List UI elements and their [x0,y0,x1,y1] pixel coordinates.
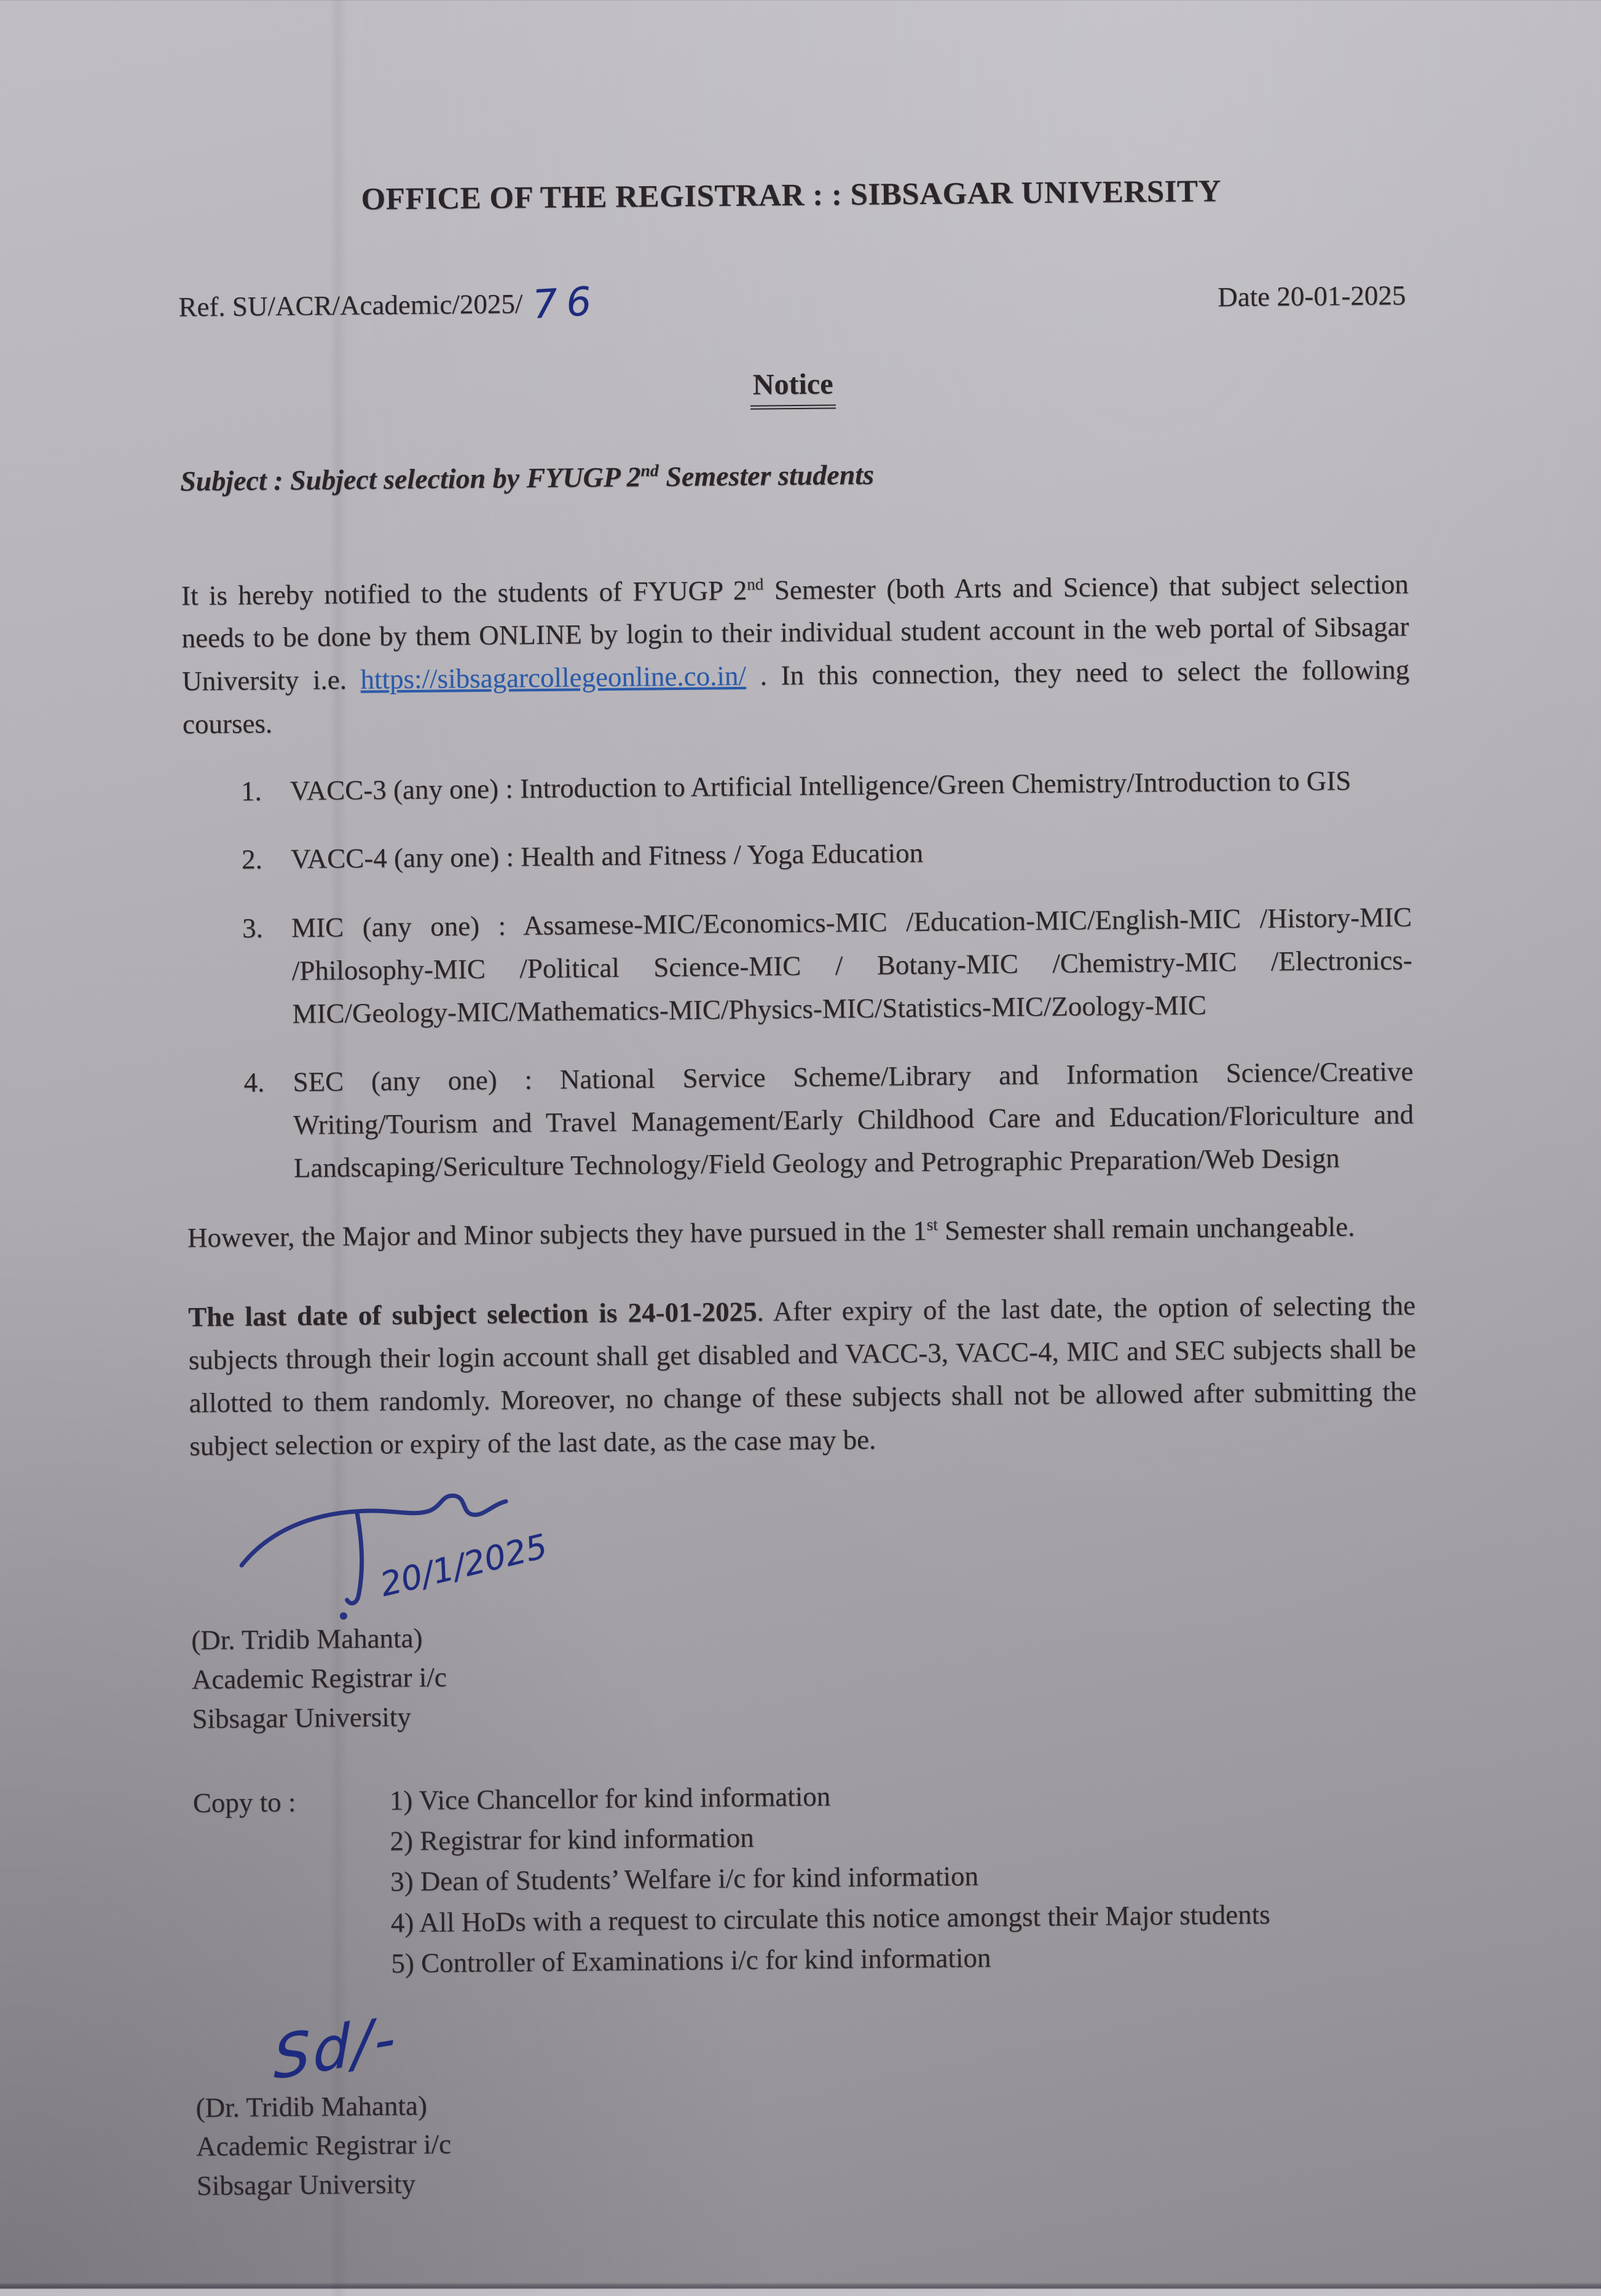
copy-to-item: 5) Controller of Examinations i/c for kind information [391,1941,991,1979]
signatory-name: (Dr. Tridib Mahanta) [195,2090,428,2123]
however-superscript: st [926,1215,938,1234]
signatory-organization: Sibsagar University [196,2168,416,2201]
course-item-vacc4 [184,828,1412,882]
however-text-2: Semester shall remain unchangeable. [937,1211,1355,1246]
course-item-mic [184,896,1413,1036]
intro-text-3: . In this connection, they need to select the following courses. [182,654,1410,740]
reference-row [178,262,1406,334]
signatory-block-top [191,1610,1420,1739]
course-number: 2. [241,844,263,876]
handwritten-signature-date: 20/1/2025 [376,1527,551,1605]
subject-text-suffix: Semester students [658,459,875,493]
course-text: VACC-3 (any one) : Introduction to Artificial Intelligence/Green Chemistry/Introduction to GIS [289,765,1351,806]
notice-heading: Notice [750,366,836,410]
however-text-1: However, the Major and Minor subjects they have pursued in the 1 [187,1215,927,1253]
deadline-rest-text: . After expiry of the last date, the option of selecting the subjects through their login account shall get disabled and VACC-3, VACC-4, MIC and SEC subjects shall be allotted to them randomly. Moreover, no change of these subjects shall not be allowed after submitting the subject selection or expiry of the last date, as the case may be. [188,1290,1417,1462]
signatory-block-bottom [195,2077,1424,2206]
deadline-paragraph [188,1285,1417,1468]
reference-label: Ref. SU/ACR/Academic/2025/ [178,288,523,323]
copy-to-item: 3) Dean of Students’ Welfare i/c for kind information [390,1860,979,1897]
notice-date: Date 20-01-2025 [1217,280,1406,313]
signatory-designation: Academic Registrar i/c [195,2128,452,2162]
course-number: 1. [240,775,262,807]
page-title: OFFICE OF THE REGISTRAR : : SIBSAGAR UNIVERSITY [361,174,1222,217]
copy-to-item: 4) All HoDs with a request to circulate this notice amongst their Major students [390,1898,1270,1938]
intro-paragraph [181,563,1410,746]
copy-to-section [192,1770,1422,1985]
subject-superscript: nd [640,461,659,480]
subject-text: Subject : Subject selection by FYUGP 2 [179,461,641,498]
copy-to-label: Copy to : [192,1787,296,1819]
copy-to-list [389,1772,1270,1983]
course-list [183,759,1414,1191]
course-item-vacc3 [183,759,1411,813]
registrar-signature-area [226,1474,694,1621]
notice-heading-row [179,358,1407,415]
intro-text-1: It is hereby notified to the students of FYUGP 2 [181,574,747,611]
course-number: 4. [243,1067,265,1099]
sd-signature-area [195,2002,1424,2206]
reference-number [178,269,600,334]
deadline-bold-text: The last date of subject selection is 24-01-2025 [187,1296,757,1333]
signatory-name: (Dr. Tridib Mahanta) [191,1623,423,1656]
signatory-designation: Academic Registrar i/c [191,1661,447,1695]
course-item-sec [186,1051,1414,1191]
subject-line [180,448,1408,503]
course-number: 3. [242,912,264,944]
course-text: SEC (any one) : National Service Scheme/Library and Information Science/Creative Writing/Tourism and Travel Management/Early Childhood Care and Education/Floriculture and Landscaping/Sericulture Technology/Field Geology and Petrographic Preparation/Web Design [293,1056,1414,1183]
copy-to-item: 1) Vice Chancellor for kind information [389,1781,831,1816]
portal-url-link[interactable]: https://sibsagarcollegeonline.co.in/ [360,660,747,695]
intro-text-2: Semester (both Arts and Science) that subject selection needs to be done by them ONLINE by login to their individual student account in the web portal of Sibsagar University i.e. [181,568,1409,697]
intro-superscript: nd [747,574,764,594]
however-paragraph [187,1205,1415,1260]
course-text: VACC-4 (any one) : Health and Fitness / Yoga Education [290,837,924,875]
handwritten-sd-signature: Sd/- [273,2002,398,2093]
signatory-organization: Sibsagar University [192,1701,411,1734]
course-text: MIC (any one) : Assamese-MIC/Economics-MIC /Education-MIC/English-MIC /History-MIC /Philosophy-MIC /Political Science-MIC / Botany-MIC /Chemistry-MIC /Electronics-MIC/Geology-MIC/Mathematics-MIC/Physics-MIC/Statistics-MIC/Zoology-MIC [291,901,1412,1029]
handwritten-ref-number: 76 [531,278,602,329]
copy-to-item: 2) Registrar for kind information [390,1822,755,1857]
